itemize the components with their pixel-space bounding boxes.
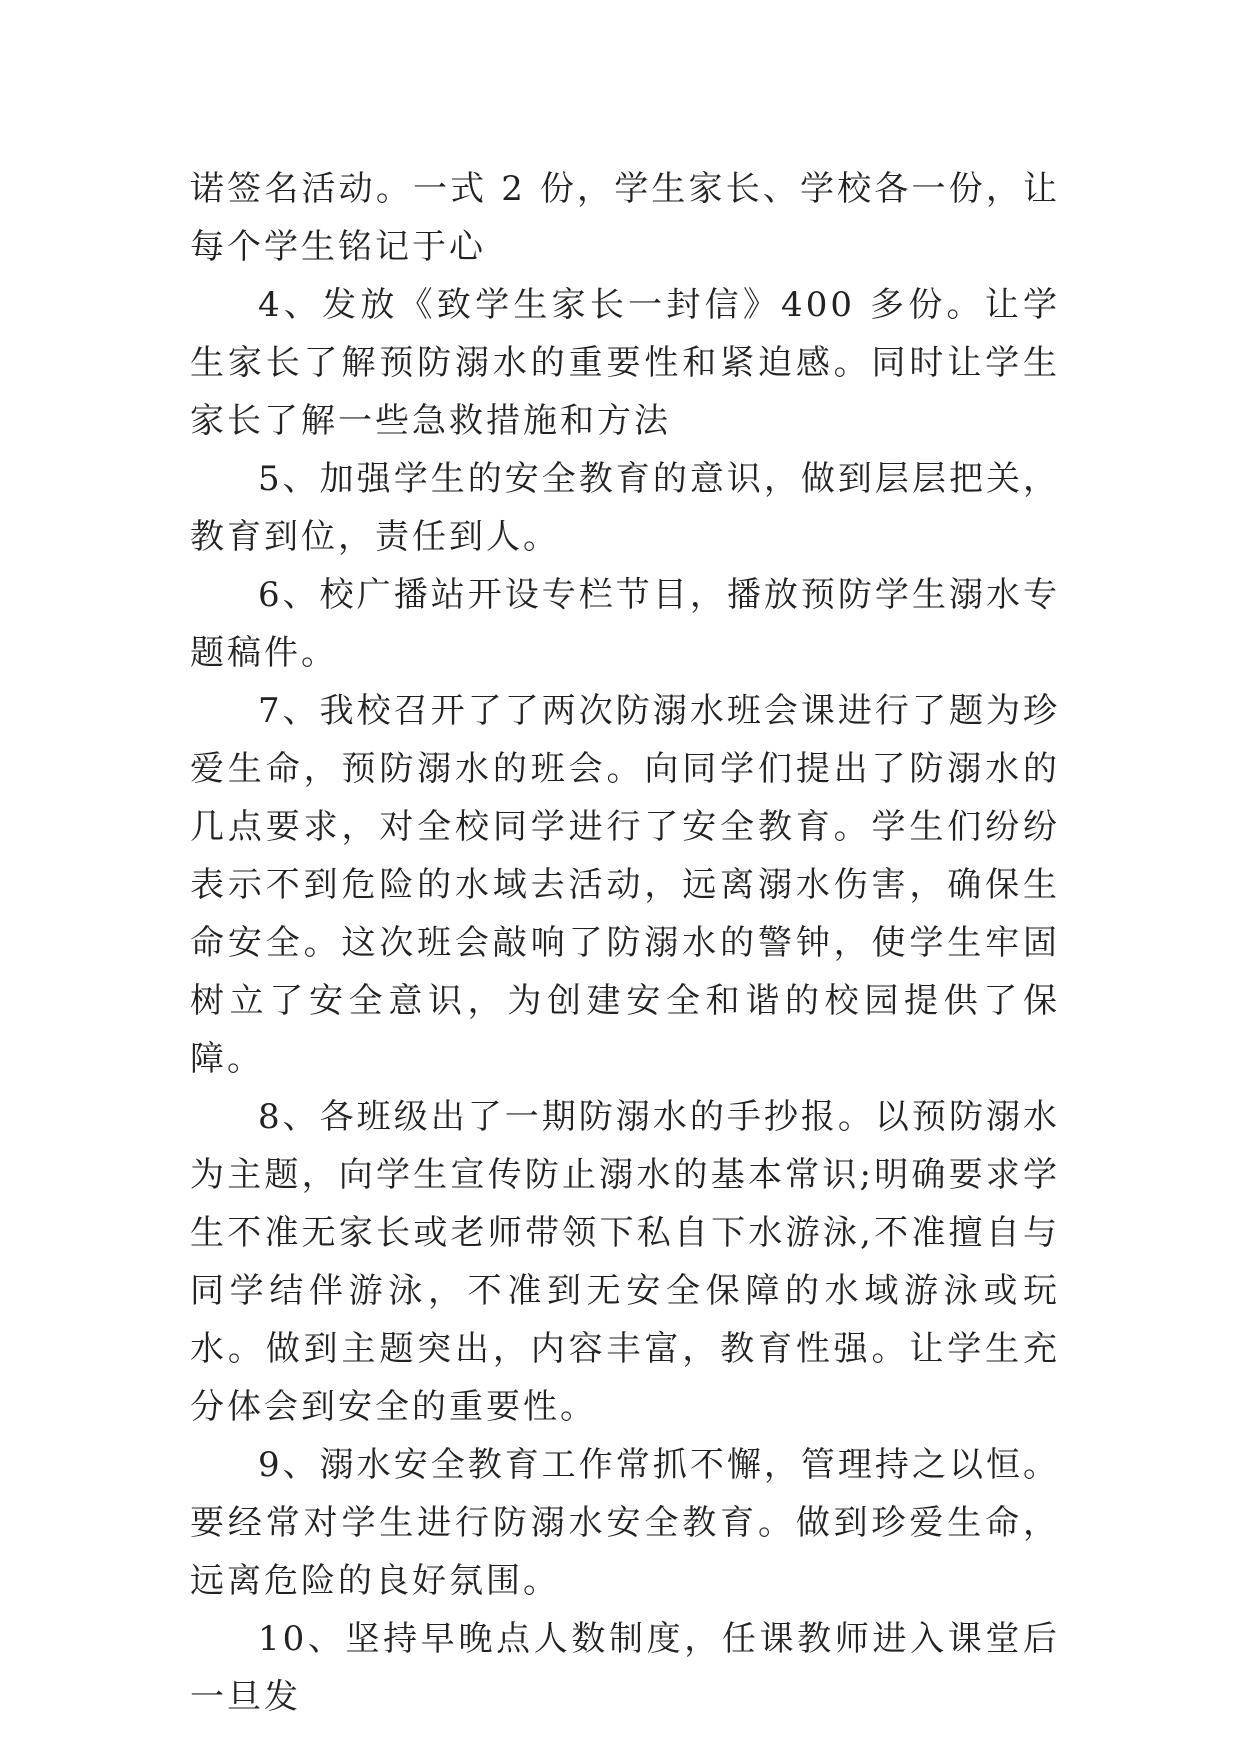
- paragraph-item-6: 6、校广播站开设专栏节目，播放预防学生溺水专题稿件。: [190, 575, 1060, 673]
- paragraph-item-9: 9、溺水安全教育工作常抓不懈，管理持之以恒。要经常对学生进行防溺水安全教育。做到珍爱生命，远离危险的良好氛围。: [190, 1445, 1060, 1601]
- paragraph-item-7: 7、我校召开了了两次防溺水班会课进行了题为珍爱生命，预防溺水的班会。向同学们提出了防溺水的几点要求，对全校同学进行了安全教育。学生们纷纷表示不到危险的水域去活动，远离溺水伤害，确保生命安全。这次班会敲响了防溺水的警钟，使学生牢固树立了安全意识，为创建安全和谐的校园提供了保障。: [190, 691, 1060, 1079]
- paragraph-item-10: 10、坚持早晚点人数制度，任课教师进入课堂后一旦发: [190, 1619, 1060, 1717]
- paragraph-item-5: 5、加强学生的安全教育的意识，做到层层把关，教育到位，责任到人。: [190, 459, 1060, 557]
- paragraph-item-4: 4、发放《致学生家长一封信》400 多份。让学生家长了解预防溺水的重要性和紧迫感。同时让学生家长了解一些急救措施和方法: [190, 285, 1060, 441]
- paragraph-item-8: 8、各班级出了一期防溺水的手抄报。以预防溺水为主题，向学生宣传防止溺水的基本常识;明确要求学生不准无家长或老师带领下私自下水游泳,不准擅自与同学结伴游泳，不准到无安全保障的水域游泳或玩水。做到主题突出，内容丰富，教育性强。让学生充分体会到安全的重要性。: [190, 1097, 1060, 1427]
- paragraph-continuation: 诺签名活动。一式 2 份，学生家长、学校各一份，让每个学生铭记于心: [190, 169, 1060, 267]
- document-body: [190, 160, 1060, 1726]
